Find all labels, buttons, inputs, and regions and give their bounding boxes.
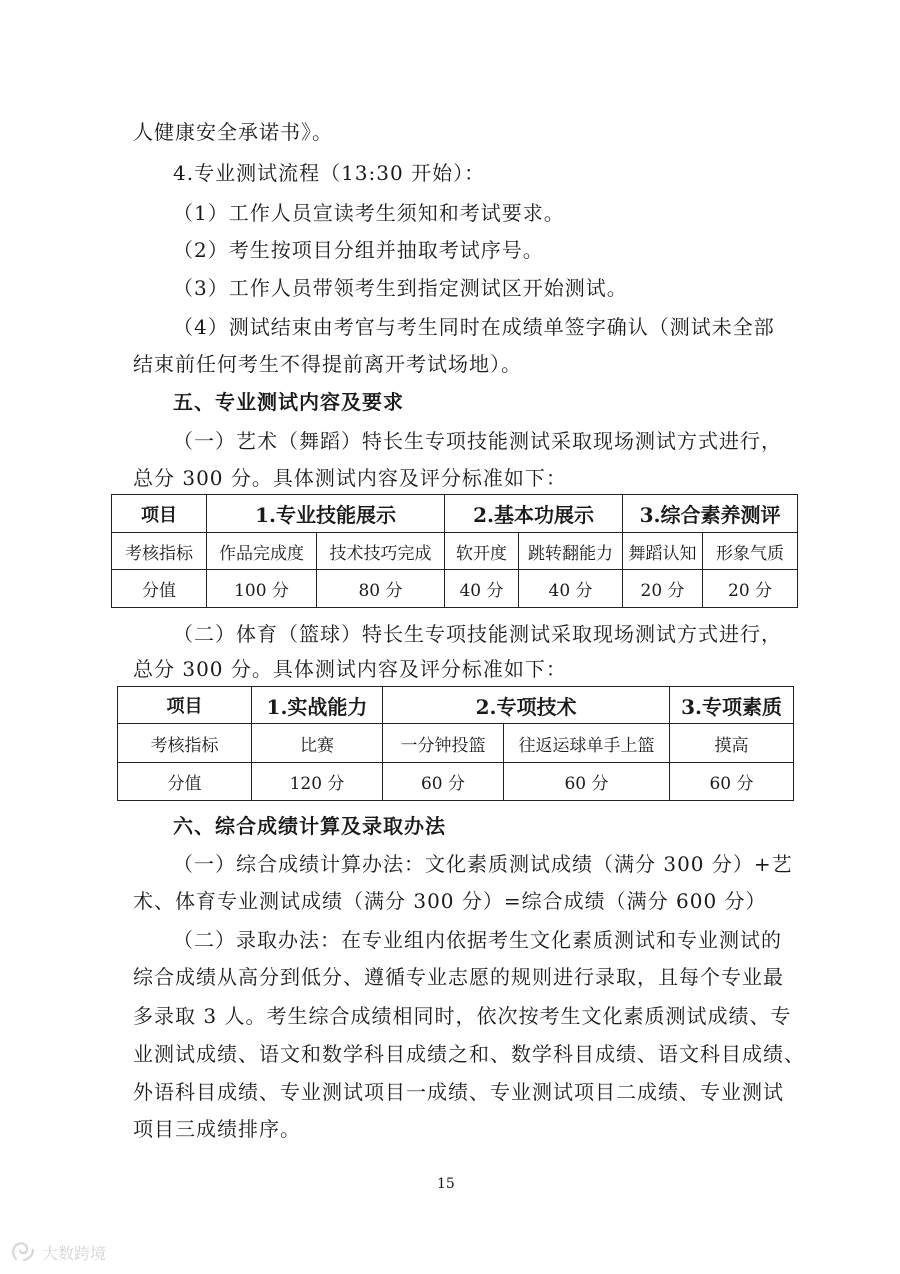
table-row-label: 分值 — [118, 763, 252, 801]
paragraph-line: （一）艺术（舞蹈）特长生专项技能测试采取现场测试方式进行， — [173, 429, 782, 453]
paragraph-line: （一）综合成绩计算办法：文化素质测试成绩（满分 300 分）+艺 — [173, 852, 793, 876]
table-header-cell: 2.基本功展示 — [445, 495, 623, 533]
table-cell: 120 分 — [252, 763, 383, 801]
table-header-cell: 项目 — [112, 495, 207, 533]
dance-scoring-table — [111, 494, 798, 608]
table-cell: 往返运球单手上篮 — [504, 724, 670, 763]
table-header-cell: 1.实战能力 — [252, 687, 383, 724]
table-cell: 40 分 — [519, 570, 623, 608]
paragraph-line: （二）体育（篮球）特长生专项技能测试采取现场测试方式进行， — [173, 622, 782, 646]
table-row — [112, 495, 798, 533]
table-cell: 100 分 — [207, 570, 317, 608]
table-row-label: 考核指标 — [112, 533, 207, 570]
table-row — [112, 570, 798, 608]
table-header-cell: 3.专项素质 — [670, 687, 794, 724]
table-cell: 60 分 — [504, 763, 670, 801]
table-header-cell: 项目 — [118, 687, 252, 724]
paragraph-line: 4.专业测试流程（13:30 开始）： — [173, 161, 486, 185]
paragraph-line: （3）工作人员带领考生到指定测试区开始测试。 — [173, 276, 628, 300]
table-cell: 软开度 — [445, 533, 519, 570]
paragraph-line: 总分 300 分。具体测试内容及评分标准如下： — [133, 657, 567, 681]
page-number: 15 — [437, 1176, 455, 1192]
table-cell: 作品完成度 — [207, 533, 317, 570]
paragraph-line: 术、体育专业测试成绩（满分 300 分）=综合成绩（满分 600 分） — [133, 889, 767, 913]
paragraph-line: 外语科目成绩、专业测试项目一成绩、专业测试项目二成绩、专业测试 — [133, 1080, 784, 1104]
table-cell: 摸高 — [670, 724, 794, 763]
table-row — [112, 533, 798, 570]
table-cell: 20 分 — [703, 570, 798, 608]
table-cell: 跳转翻能力 — [519, 533, 623, 570]
section-heading: 五、专业测试内容及要求 — [173, 390, 404, 414]
paragraph-line: 多录取 3 人。考生综合成绩相同时，依次按考生文化素质测试成绩、专 — [133, 1004, 792, 1028]
brand-swirl-icon — [10, 1241, 36, 1263]
table-cell: 技术技巧完成 — [317, 533, 445, 570]
table-header-cell: 3.综合素养测评 — [623, 495, 798, 533]
basketball-scoring-table — [117, 686, 794, 801]
table-row — [118, 763, 794, 801]
table-cell: 形象气质 — [703, 533, 798, 570]
table-cell: 60 分 — [383, 763, 504, 801]
paragraph-line: 综合成绩从高分到低分、遵循专业志愿的规则进行录取，且每个专业最 — [133, 965, 784, 989]
paragraph-line: （1）工作人员宣读考生须知和考试要求。 — [173, 201, 565, 225]
table-row-label: 分值 — [112, 570, 207, 608]
watermark-text: 大数跨境 — [42, 1243, 107, 1263]
paragraph-line: 项目三成绩排序。 — [133, 1117, 301, 1141]
table-header-cell: 2.专项技术 — [383, 687, 670, 724]
table-cell: 60 分 — [670, 763, 794, 801]
paragraph-line: （2）考生按项目分组并抽取考试序号。 — [173, 238, 544, 262]
section-heading: 六、综合成绩计算及录取办法 — [173, 814, 446, 838]
table-row-label: 考核指标 — [118, 724, 252, 763]
paragraph-line: （4）测试结束由考官与考生同时在成绩单签字确认（测试未全部 — [173, 315, 775, 339]
table-cell: 舞蹈认知 — [623, 533, 703, 570]
paragraph-line: 业测试成绩、语文和数学科目成绩之和、数学科目成绩、语文科目成绩、 — [133, 1042, 805, 1066]
table-cell: 80 分 — [317, 570, 445, 608]
paragraph-line: 结束前任何考生不得提前离开考试场地）。 — [133, 352, 522, 376]
table-cell: 比赛 — [252, 724, 383, 763]
table-cell: 20 分 — [623, 570, 703, 608]
table-cell: 40 分 — [445, 570, 519, 608]
table-header-cell: 1.专业技能展示 — [207, 495, 445, 533]
table-cell: 一分钟投篮 — [383, 724, 504, 763]
table-row — [118, 724, 794, 763]
paragraph-line: （二）录取办法：在专业组内依据考生文化素质测试和专业测试的 — [173, 928, 782, 952]
table-row — [118, 687, 794, 724]
paragraph-line: 总分 300 分。具体测试内容及评分标准如下： — [133, 466, 567, 490]
watermark — [10, 1240, 106, 1264]
paragraph-line: 人健康安全承诺书》。 — [133, 120, 333, 144]
